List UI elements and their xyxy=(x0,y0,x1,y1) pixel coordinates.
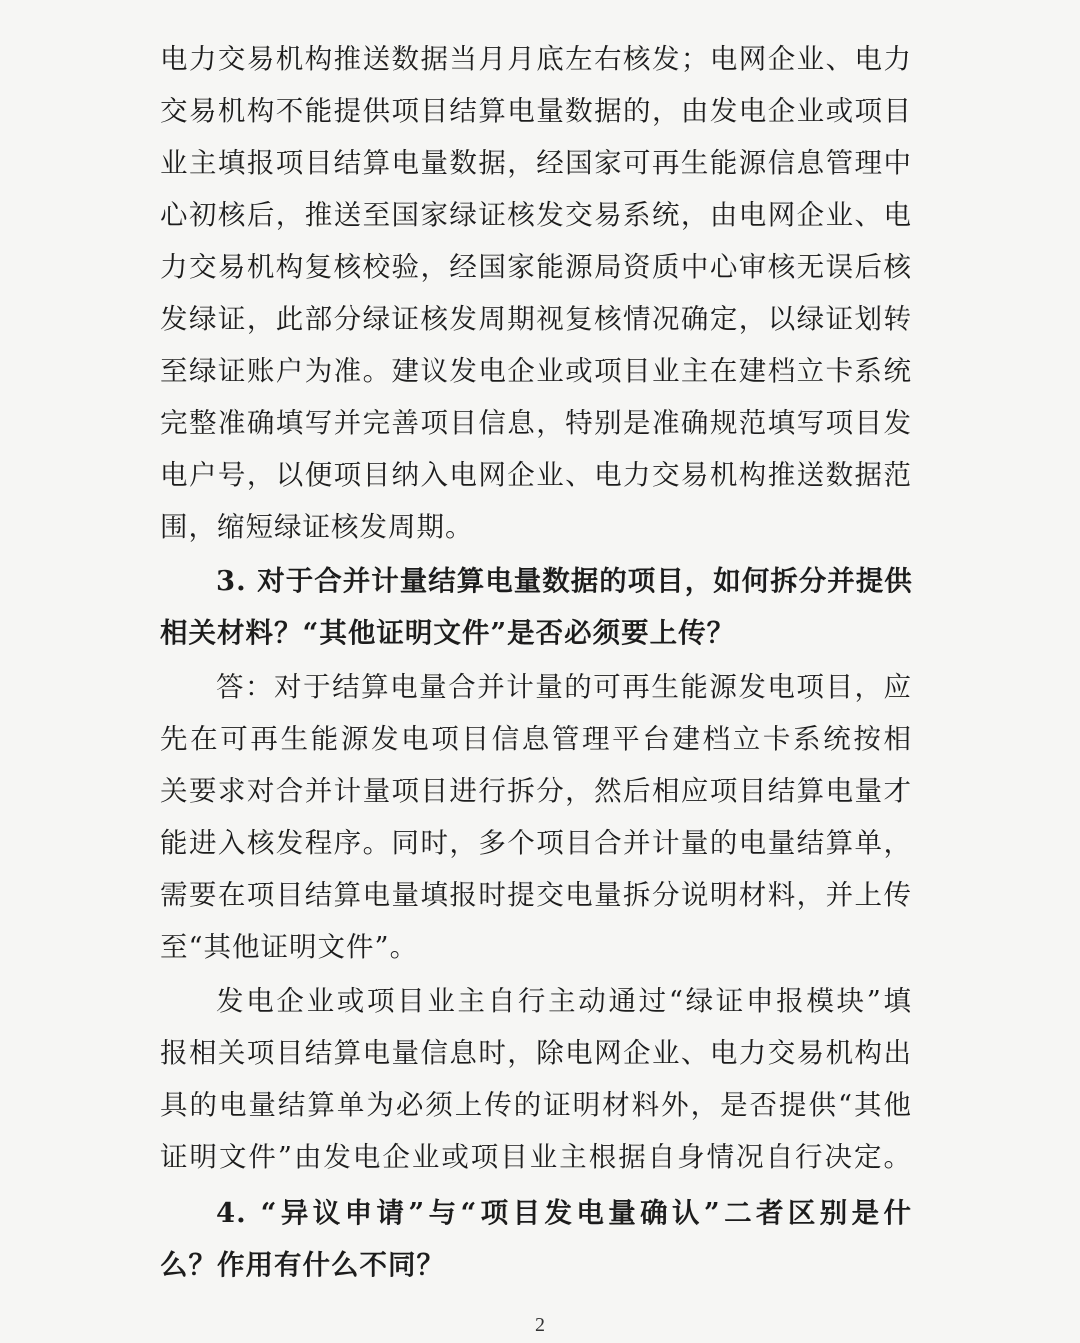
paragraph-line: 证明文件”由发电企业或项目业主根据自身情况自行决定。 xyxy=(160,1141,912,1173)
text-line: 完整准确填写并完善项目信息，特别是准确规范填写项目发 xyxy=(160,407,912,439)
text-line: 力交易机构复核校验，经国家能源局资质中心审核无误后核 xyxy=(160,251,912,283)
text-line: 业主填报项目结算电量数据，经国家可再生能源信息管理中 xyxy=(160,147,912,179)
answer-line: 先在可再生能源发电项目信息管理平台建档立卡系统按相 xyxy=(160,723,912,755)
text-line: 围，缩短绿证核发周期。 xyxy=(160,511,474,543)
question-heading-line: 3. 对于合并计量结算电量数据的项目，如何拆分并提供 xyxy=(216,565,913,597)
question-heading-line: 相关材料？“其他证明文件”是否必须要上传？ xyxy=(160,617,736,649)
answer-line: 能进入核发程序。同时，多个项目合并计量的电量结算单， xyxy=(160,827,912,859)
paragraph-line: 发电企业或项目业主自行主动通过“绿证申报模块”填 xyxy=(216,985,912,1017)
page-number: 2 xyxy=(535,1314,545,1336)
answer-line: 至“其他证明文件”。 xyxy=(160,931,419,963)
answer-line: 关要求对合并计量项目进行拆分，然后相应项目结算电量才 xyxy=(160,775,912,807)
text-line: 发绿证，此部分绿证核发周期视复核情况确定，以绿证划转 xyxy=(160,303,912,335)
text-line: 交易机构不能提供项目结算电量数据的，由发电企业或项目 xyxy=(160,95,912,127)
answer-line: 答：对于结算电量合并计量的可再生能源发电项目，应 xyxy=(216,671,912,703)
question-heading-line: 4. “异议申请”与“项目发电量确认”二者区别是什 xyxy=(216,1197,912,1229)
question-heading-line: 么？作用有什么不同？ xyxy=(160,1249,445,1281)
paragraph-line: 报相关项目结算电量信息时，除电网企业、电力交易机构出 xyxy=(160,1037,912,1069)
text-line: 至绿证账户为准。建议发电企业或项目业主在建档立卡系统 xyxy=(160,355,912,387)
text-line: 电户号，以便项目纳入电网企业、电力交易机构推送数据范 xyxy=(160,459,912,491)
answer-line: 需要在项目结算电量填报时提交电量拆分说明材料，并上传 xyxy=(160,879,912,911)
paragraph-line: 具的电量结算单为必须上传的证明材料外，是否提供“其他 xyxy=(160,1089,912,1121)
text-line: 心初核后，推送至国家绿证核发交易系统，由电网企业、电 xyxy=(160,199,912,231)
text-line: 电力交易机构推送数据当月月底左右核发；电网企业、电力 xyxy=(160,43,912,75)
